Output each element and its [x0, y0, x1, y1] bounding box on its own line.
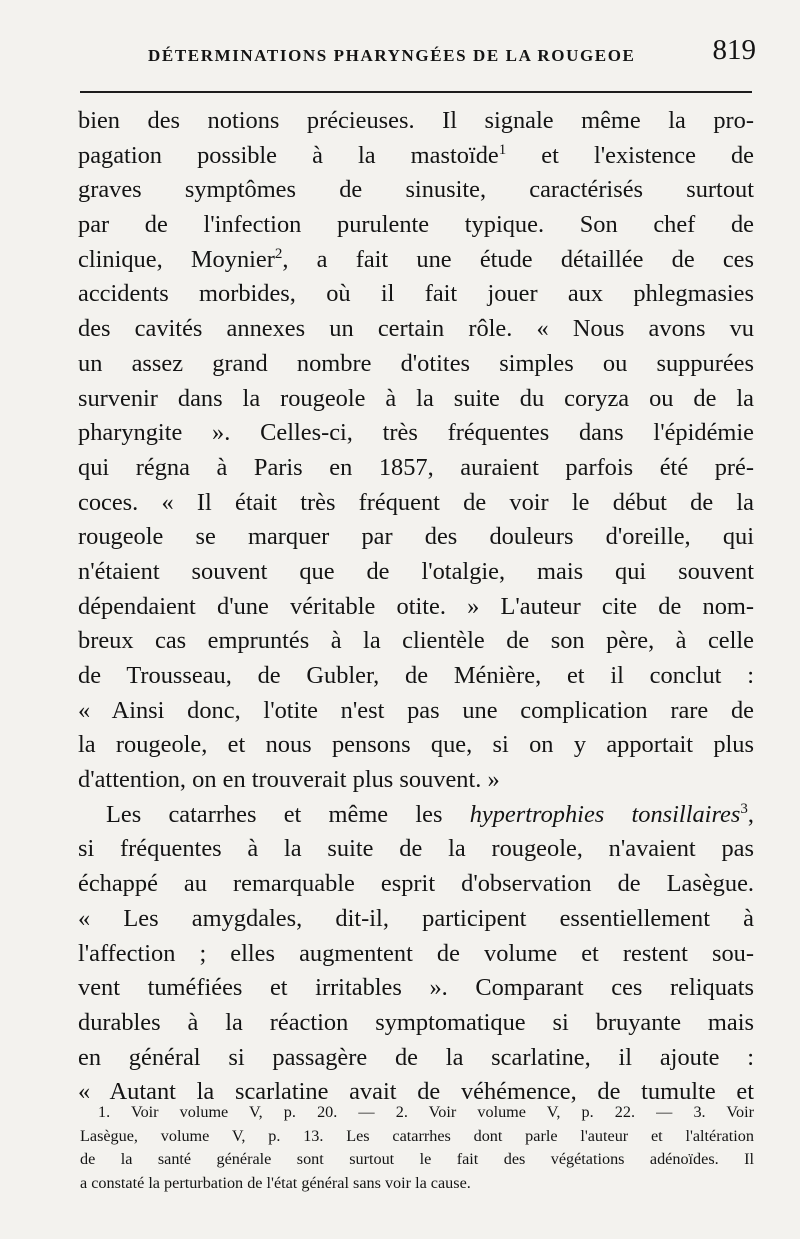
footnote-line: Lasègue, volume V, p. 13. Les catarrhes dont parle l'auteur et l'altération [80, 1126, 754, 1145]
text-line: la rougeole, et nous pensons que, si on y apportait plus [78, 731, 754, 759]
page-header [78, 34, 758, 78]
text-line: par de l'infection purulente typique. Son chef de [78, 211, 754, 239]
text-line: breux cas empruntés à la clientèle de son père, à celle [78, 627, 754, 655]
footnote-ref: 3 [740, 800, 748, 817]
text-line: d'attention, on en trouverait plus souvent. » [78, 766, 500, 794]
text-line: pagation possible à la mastoïde$^1$ et l'existence de [78, 141, 754, 169]
text-line: n'étaient souvent que de l'otalgie, mais qui souvent [78, 557, 754, 585]
text-line: rougeole se marquer par des douleurs d'oreille, qui [78, 523, 754, 551]
running-title: DÉTERMINATIONS PHARYNGÉES DE LA ROUGEOE [148, 46, 636, 65]
text-line: coces. « Il était très fréquent de voir le début de la [78, 488, 754, 516]
text-line: si fréquentes à la suite de la rougeole, n'avaient pas [78, 835, 754, 863]
text-line: accidents morbides, où il fait jouer aux phlegmasies [78, 280, 754, 308]
text-line: « Les amygdales, dit-il, participent essentiellement à [78, 904, 754, 932]
text-line: un assez grand nombre d'otites simples ou suppurées [78, 349, 754, 377]
text-line: vent tuméfiées et irritables ». Comparant ces reliquats [78, 974, 754, 1002]
text-line: « Ainsi donc, l'otite n'est pas une complication rare de [78, 696, 754, 724]
text-line: clinique, Moynier$^2$, a fait une étude détaillée de ces [78, 245, 754, 273]
footnote-ref: 2 [274, 245, 283, 262]
text-line: graves symptômes de sinusite, caractérisés surtout [78, 176, 754, 204]
text-line: l'affection ; elles augmentent de volume et restent sou- [78, 939, 754, 967]
text-line: des cavités annexes un certain rôle. « Nous avons vu [78, 315, 754, 343]
footnotes [80, 1101, 754, 1195]
text-line: survenir dans la rougeole à la suite du coryza ou de la [78, 384, 754, 412]
page-number: 819 [712, 34, 756, 66]
footnote-line: 1. Voir volume V, p. 20. — 2. Voir volume V, p. 22. — 3. Voir [98, 1103, 754, 1121]
italic-phrase: hypertrophies tonsillaires [469, 800, 741, 828]
text-line: qui régna à Paris en 1857, auraient parfois été pré- [78, 453, 754, 481]
text-line: « Autant la scarlatine avait de véhémence, de tumulte et [78, 1078, 754, 1106]
text-line: pharyngite ». Celles-ci, très fréquentes dans l'épidémie [78, 419, 754, 447]
body-text [78, 104, 754, 1110]
text-line: Les catarrhes et même les hypertrophies tonsillaires$^3$, [106, 800, 754, 828]
footnote-line: a constaté la perturbation de l'état général sans voir la cause. [80, 1173, 471, 1192]
text-line: durables à la réaction symptomatique si bruyante mais [78, 1008, 754, 1036]
header-rule [80, 91, 752, 93]
text-line: échappé au remarquable esprit d'observation de Lasègue. [78, 870, 754, 898]
text-line: de Trousseau, de Gubler, de Ménière, et il conclut : [78, 662, 754, 689]
text-line: bien des notions précieuses. Il signale même la pro- [78, 107, 754, 134]
footnote-ref: 1 [498, 141, 507, 158]
text-line: dépendaient d'une véritable otite. » L'auteur cite de nom- [78, 592, 754, 620]
footnote-line: de la santé générale sont surtout le fait des végétations adénoïdes. Il [80, 1150, 754, 1168]
text-line: en général si passagère de la scarlatine, il ajoute : [78, 1043, 754, 1071]
